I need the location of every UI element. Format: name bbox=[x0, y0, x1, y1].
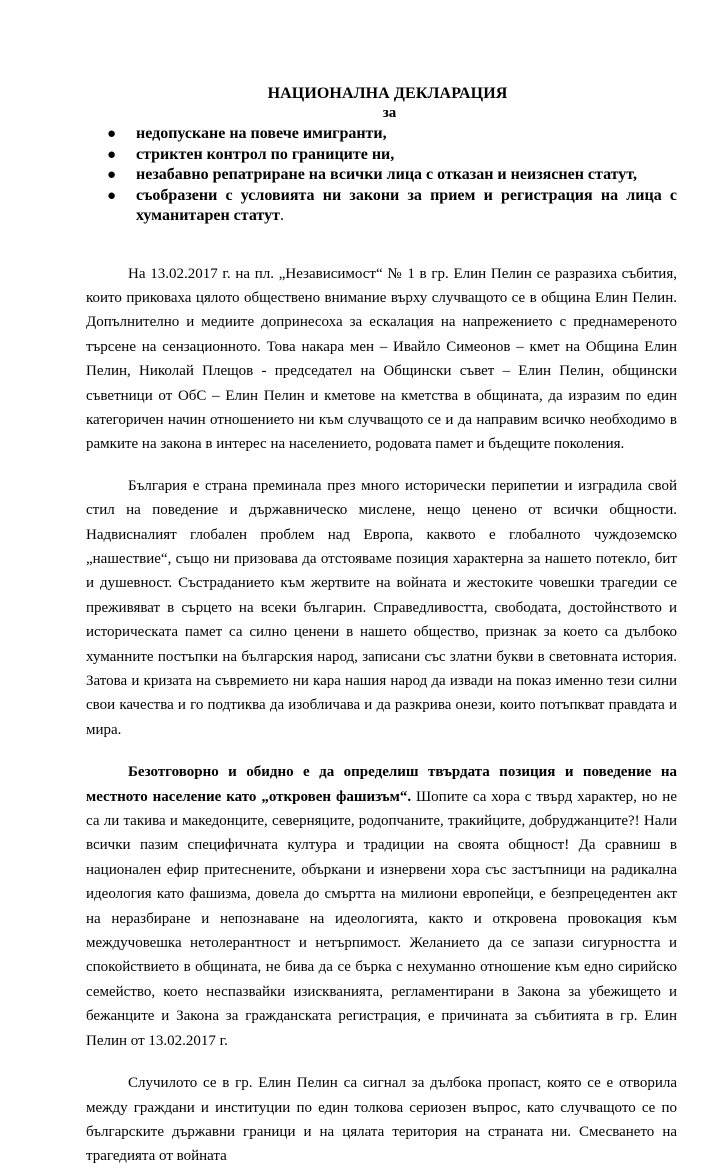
paragraph-fascism bbox=[86, 760, 681, 1053]
paragraph-bulgaria: България е страна преминала през много исторически перипетии и изградила свой стил на поведение и държавническо мислене, нещо ценено от всички общности. Надвисналият глобален проблем над Европа, каквото е глобалното чуждоземско „нашествие“, също ни призовава да отстояваме позиция характерна за нашето потекло, бит и душевност. Състраданието към жертвите на войната и жестоките човешки трагедии се преживяват в сърцето на всеки българин. Справедливостта, свободата, достойнството и историческата памет са силно ценени в нашето общество, признак за което са дълбоко хуманните постъпки на българския народ, записани със златни букви в световната история. Затова и кризата на съвремието ни кара нашия народ да извади на показ именно тези силни свои качества и го подтиква да изобличава и да разкрива онези, които потъпкват правдата и мира. bbox=[86, 477, 677, 738]
document-subtitle: за bbox=[382, 105, 397, 121]
bullet-icon: ● bbox=[107, 126, 117, 142]
demand-item bbox=[106, 186, 681, 227]
demand-text: незабавно репатриране на всички лица с отказан и неизяснен статут, bbox=[136, 166, 637, 183]
demand-tail: . bbox=[279, 207, 284, 224]
bullet-icon: ● bbox=[107, 167, 117, 183]
paragraph-events: На 13.02.2017 г. на пл. „Независимост“ № 1 в гр. Елин Пелин се разразиха събития, които приковаха цялото обществено внимание върху случващото се в община Елин Пелин. Допълнително и медиите допринесоха за ескалация на напрежението с преднамереното търсене на сензационното. Това накара мен – Ивайло Симеонов – кмет на Община Елин Пелин, Николай Плещов - председател на Общински съвет – Елин Пелин, общински съветници от ОбС – Елин Пелин и кметове на кметства в общината, да изразим по един категоричен начин отношението ни към случващото се и да направим всичко необходимо в рамките на закона в интерес на населението, родовата памет и бъдещите поколения. bbox=[86, 265, 677, 453]
paragraph-signal: Случилото се в гр. Елин Пелин са сигнал за дълбока пропаст, която се е отворила между граждани и институции по един толкова сериозен въпрос, като случващото се по българските държавни граници и на цялата територия на страната ни. Смесването на трагедията от войната bbox=[86, 1075, 677, 1165]
paragraph-fascism-bold: Безотговорно и обидно е да определиш твърдата позиция и поведение на местното население като „откровен фашизъм“. bbox=[86, 764, 677, 805]
demands-list bbox=[86, 124, 681, 227]
bullet-icon: ● bbox=[107, 146, 117, 163]
demand-text: съобразени с условията ни закони за прием и регистрация на лица с хуманитарен статут bbox=[136, 186, 677, 224]
paragraph-fascism-rest: Шопите са хора с твърд характер, но не са ли такива и македонците, северняците, родопчаните, тракийците, добруджанците?! Нали всички пазим специфичната култура и традиции на своята общност! Да сравниш в национален ефир притеснените, объркани и изнервени хора със застъпници на радикална идеология като фашизма, довела до смъртта на милиони европейци, е безпрецедентен акт на неразбиране и непознаване на идеологията, както и откровена провокация към междучовешка нетолерантност и нетърпимост. Желанието да се запази сигурността и спокойствието в общината, не бива да се бърка с нехуманно отношение към едно сирийско семейство, което неспазвайки изискванията, регламентирани в Закона за убежището и бежанците и Закона за гражданската регистрация, е причината за събитията в гр. Елин Пелин от 13.02.2017 г. bbox=[86, 788, 677, 1049]
bullet-icon: ● bbox=[107, 187, 117, 204]
demand-text: стриктен контрол по границите ни, bbox=[136, 145, 395, 163]
demand-item bbox=[106, 165, 681, 186]
document-title: НАЦИОНАЛНА ДЕКЛАРАЦИЯ bbox=[267, 85, 508, 102]
demand-text: недопускане на повече имигранти, bbox=[136, 125, 387, 142]
demand-item bbox=[106, 145, 681, 166]
demand-item bbox=[106, 124, 681, 145]
